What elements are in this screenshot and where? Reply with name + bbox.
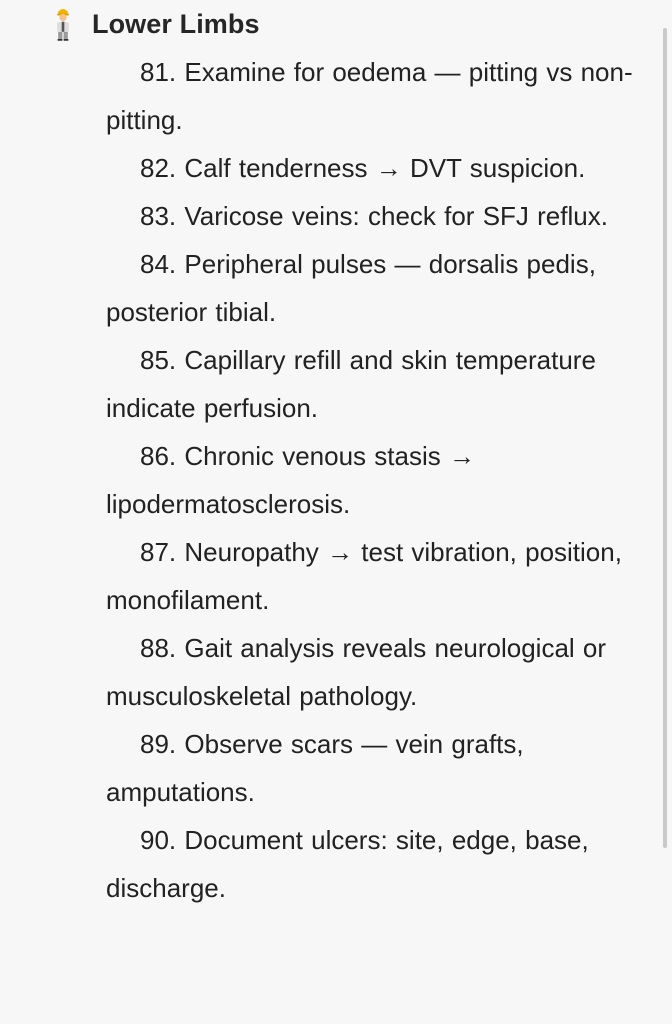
item-number: 86. xyxy=(140,441,177,471)
item-text: Document ulcers: site, edge, base, discharge. xyxy=(106,825,589,903)
person-standing-icon xyxy=(52,7,74,41)
item-number: 83. xyxy=(140,201,177,231)
item-text: Varicose veins: check for SFJ reflux. xyxy=(184,201,608,231)
numbered-list xyxy=(106,48,654,912)
item-number: 88. xyxy=(140,633,177,663)
item-text: Chronic venous stasis → lipodermatosclerosis. xyxy=(106,441,475,519)
list-item xyxy=(106,624,654,720)
item-number: 84. xyxy=(140,249,177,279)
item-text: Calf tenderness → DVT suspicion. xyxy=(184,153,586,183)
item-text: Examine for oedema — pitting vs non-pitting. xyxy=(106,57,633,135)
item-text: Peripheral pulses — dorsalis pedis, posterior tibial. xyxy=(106,249,596,327)
item-number: 85. xyxy=(140,345,177,375)
section-heading xyxy=(52,6,260,42)
section-title: Lower Limbs xyxy=(92,8,260,39)
vertical-scrollbar[interactable] xyxy=(663,28,667,848)
list-item xyxy=(106,528,654,624)
item-number: 87. xyxy=(140,537,177,567)
list-item xyxy=(106,336,654,432)
item-text: Capillary refill and skin temperature indicate perfusion. xyxy=(106,345,596,423)
item-number: 81. xyxy=(140,57,177,87)
item-text: Gait analysis reveals neurological or musculoskeletal pathology. xyxy=(106,633,607,711)
list-item xyxy=(106,816,654,912)
item-number: 82. xyxy=(140,153,177,183)
item-text: Observe scars — vein grafts, amputations. xyxy=(106,729,524,807)
list-item xyxy=(106,192,654,240)
list-item xyxy=(106,144,654,192)
item-number: 90. xyxy=(140,825,177,855)
item-number: 89. xyxy=(140,729,177,759)
item-text: Neuropathy → test vibration, position, monofilament. xyxy=(106,537,622,615)
list-item xyxy=(106,48,654,144)
list-item xyxy=(106,720,654,816)
list-item xyxy=(106,240,654,336)
list-item xyxy=(106,432,654,528)
